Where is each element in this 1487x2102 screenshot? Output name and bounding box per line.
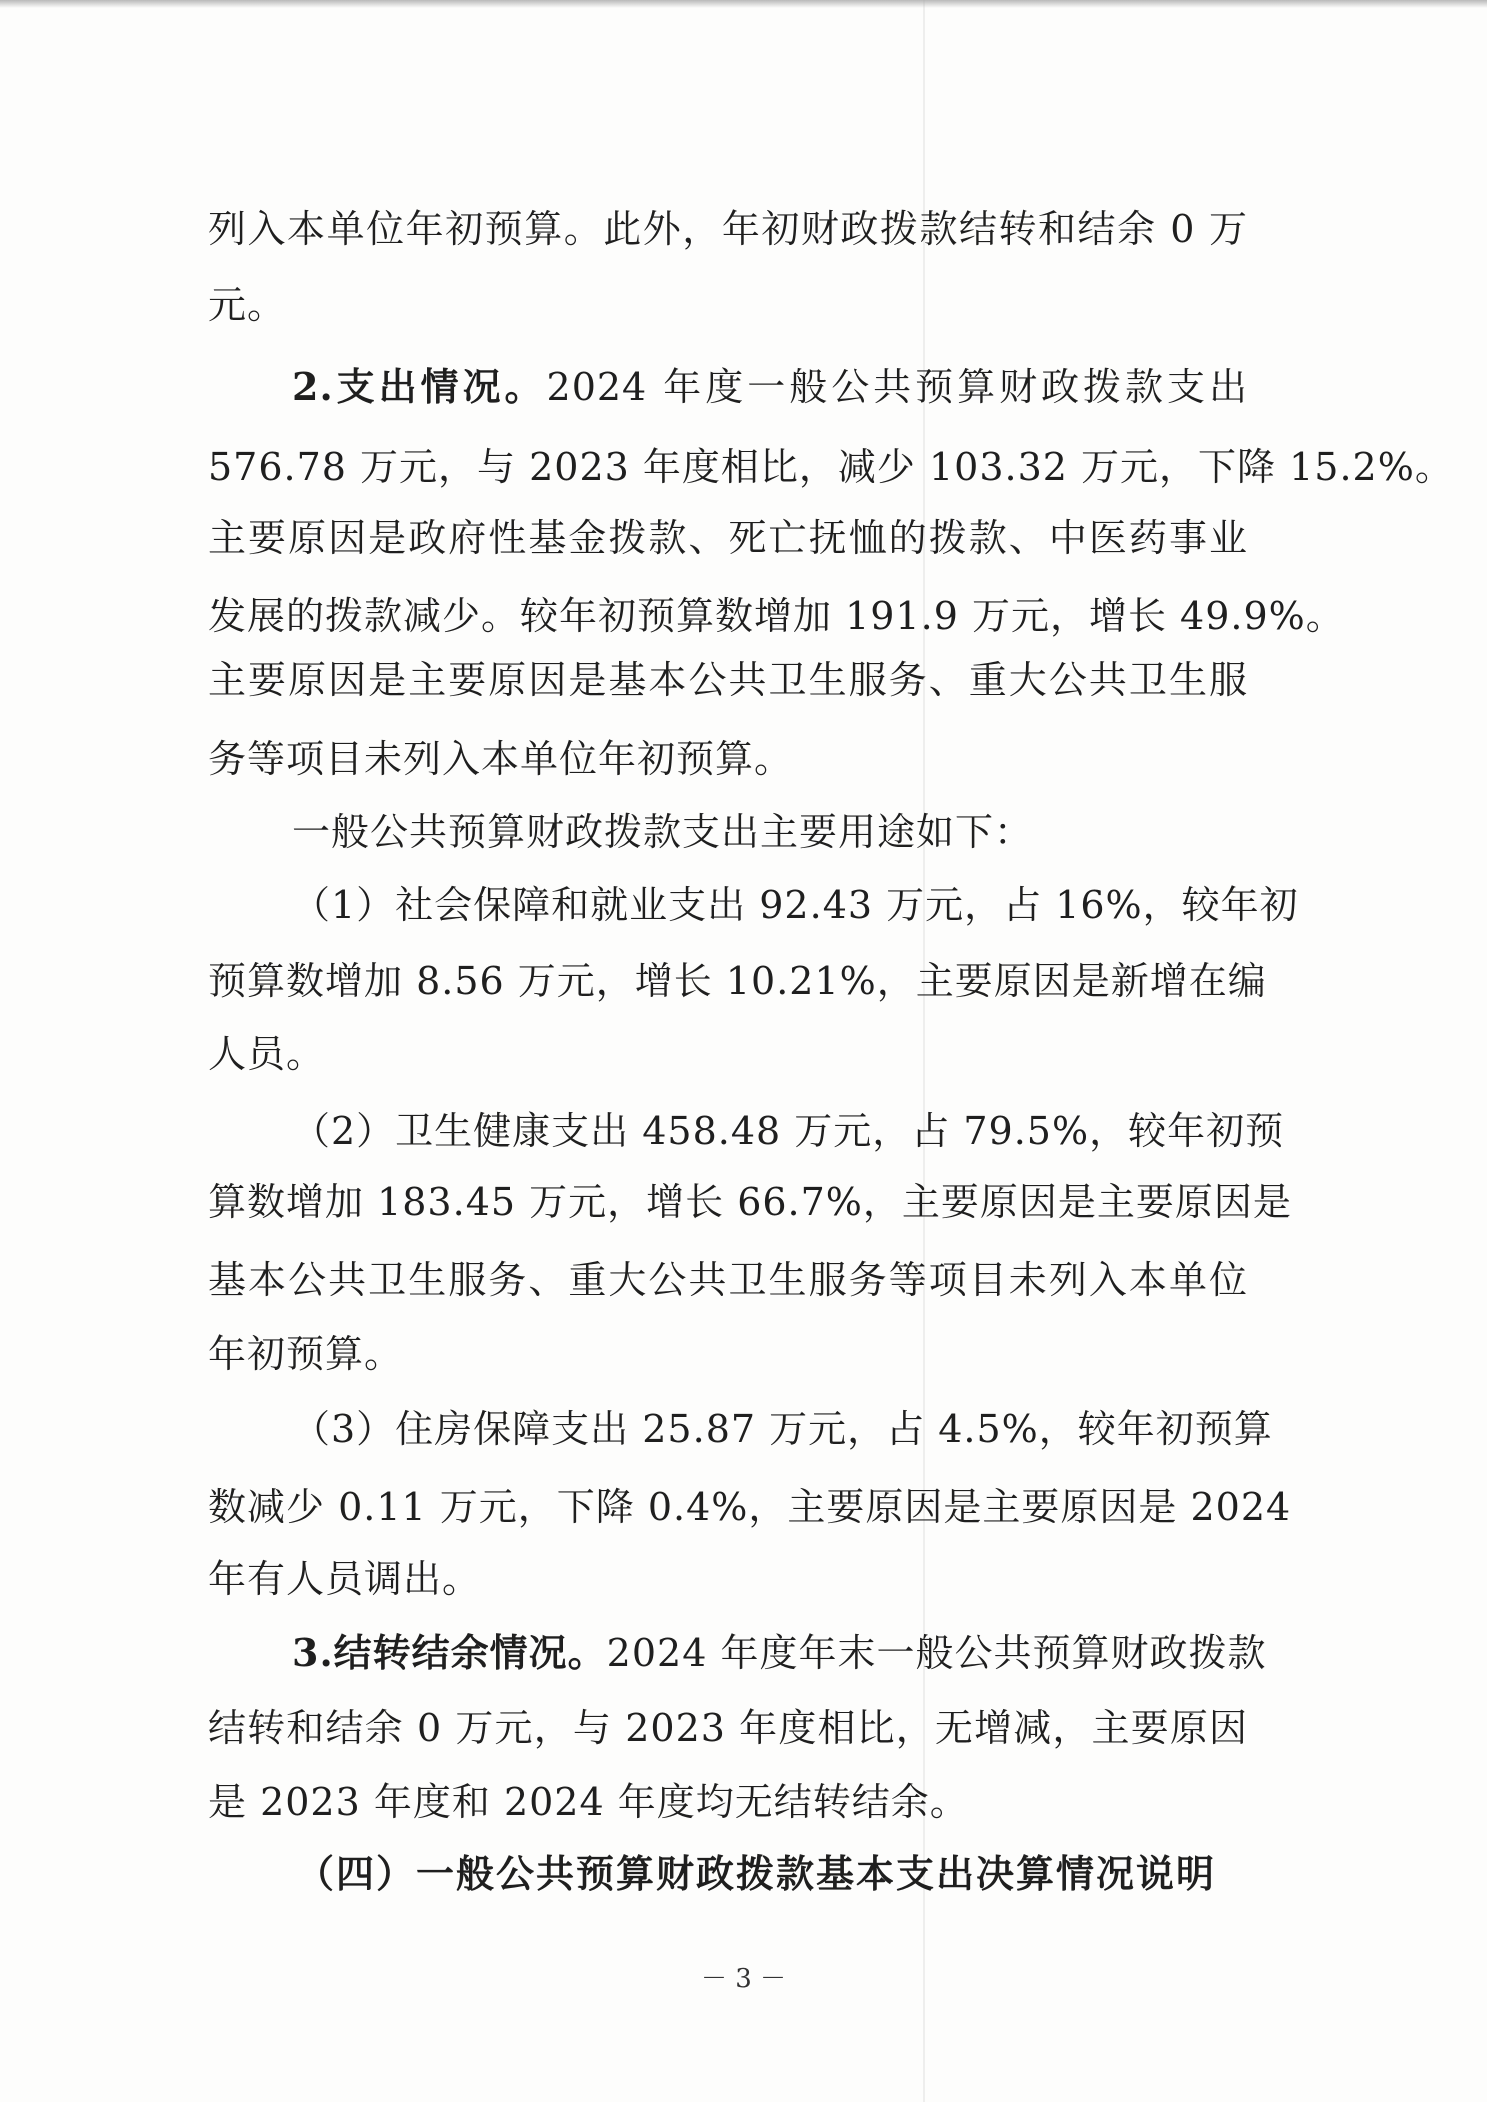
text-line: 务等项目未列入本单位年初预算。 bbox=[208, 737, 794, 781]
text-line: 主要原因是主要原因是基本公共卫生服务、重大公共卫生服 bbox=[208, 658, 1248, 702]
text-line: 预算数增加 8.56 万元，增长 10.21%，主要原因是新增在编 bbox=[208, 959, 1267, 1003]
paragraph-carryover-line bbox=[208, 1629, 1267, 1677]
text-line: 数减少 0.11 万元，下降 0.4%，主要原因是主要原因是 2024 bbox=[208, 1485, 1292, 1529]
text-line: 元。 bbox=[208, 283, 287, 327]
section-title-expenditure: 2.支出情况。 bbox=[292, 364, 547, 409]
text-span: 2024 年度年末一般公共预算财政拨款 bbox=[606, 1631, 1267, 1675]
section-heading-basic-expenditure: （四）一般公共预算财政拨款基本支出决算情况说明 bbox=[296, 1851, 1217, 1896]
page-number: － 3 － bbox=[700, 1964, 787, 1994]
section-title-carryover: 3.结转结余情况。 bbox=[292, 1630, 607, 1675]
text-line: 576.78 万元，与 2023 年度相比，减少 103.32 万元，下降 15.2%。 bbox=[208, 445, 1454, 489]
scan-top-edge bbox=[0, 0, 1487, 8]
item-social-security-line: （1）社会保障和就业支出 92.43 万元，占 16%，较年初 bbox=[292, 883, 1299, 927]
item-housing-line: （3）住房保障支出 25.87 万元，占 4.5%，较年初预算 bbox=[292, 1407, 1273, 1451]
item-health-line: （2）卫生健康支出 458.48 万元，占 79.5%，较年初预 bbox=[292, 1109, 1285, 1153]
text-line: 主要原因是政府性基金拨款、死亡抚恤的拨款、中医药事业 bbox=[208, 516, 1248, 560]
text-line: 结转和结余 0 万元，与 2023 年度相比，无增减，主要原因 bbox=[208, 1706, 1248, 1750]
text-span: 2024 年度一般公共预算财政拨款支出 bbox=[546, 365, 1248, 409]
text-line: 发展的拨款减少。较年初预算数增加 191.9 万元，增长 49.9%。 bbox=[208, 594, 1345, 638]
text-line: 年初预算。 bbox=[208, 1332, 404, 1376]
text-line: 年有人员调出。 bbox=[208, 1557, 482, 1601]
text-line: 列入本单位年初预算。此外，年初财政拨款结转和结余 0 万 bbox=[208, 207, 1248, 251]
text-line: 人员。 bbox=[208, 1032, 326, 1076]
paragraph-expenditure-line bbox=[208, 363, 1248, 411]
text-line: 基本公共卫生服务、重大公共卫生服务等项目未列入本单位 bbox=[208, 1258, 1248, 1302]
text-line: 是 2023 年度和 2024 年度均无结转结余。 bbox=[208, 1780, 969, 1824]
text-line: 算数增加 183.45 万元，增长 66.7%，主要原因是主要原因是 bbox=[208, 1180, 1292, 1224]
uses-intro: 一般公共预算财政拨款支出主要用途如下： bbox=[292, 810, 1034, 854]
